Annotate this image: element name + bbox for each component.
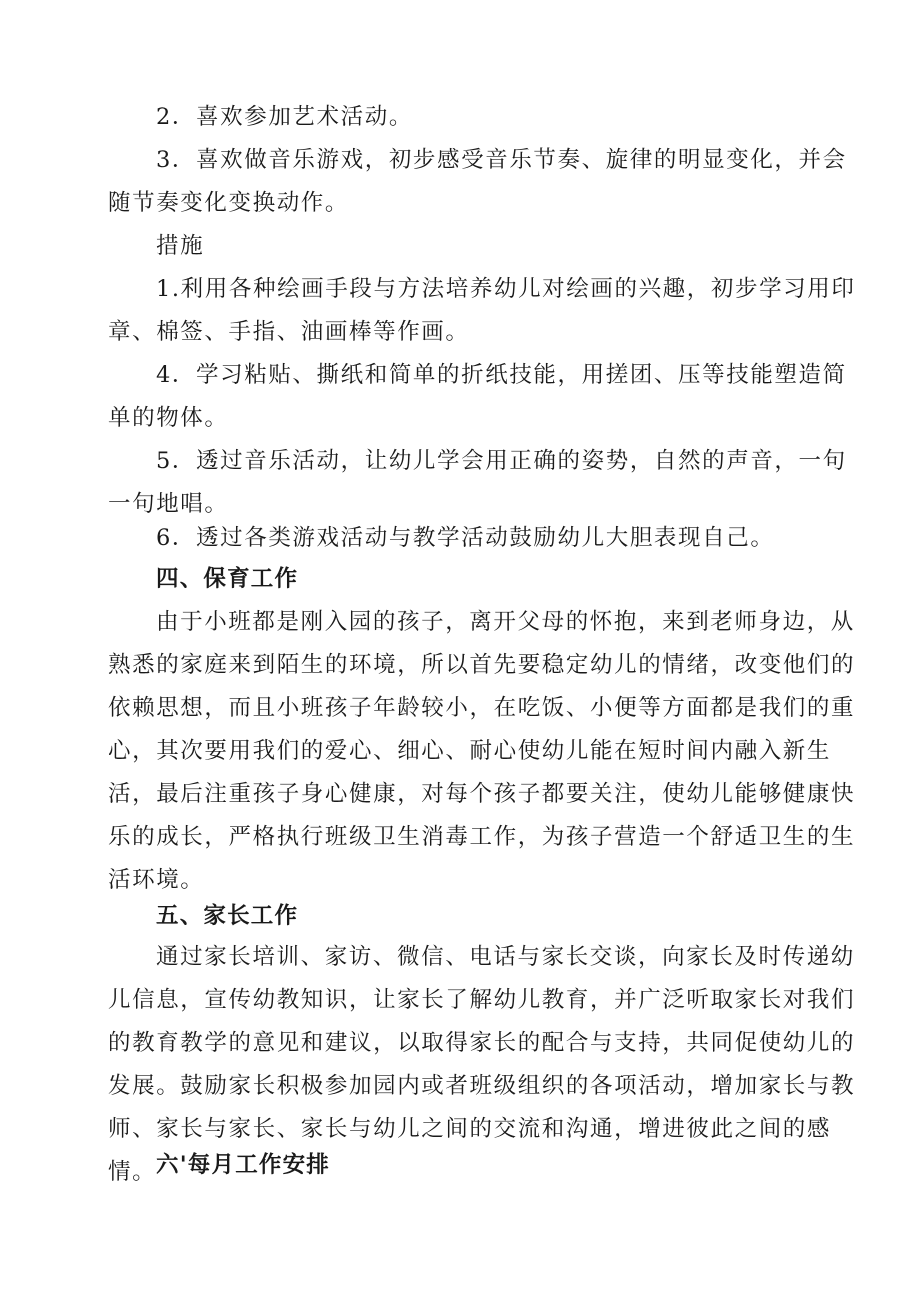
section-heading-care-work: 四、保育工作 [156, 566, 299, 592]
measures-label: 措施 [156, 233, 205, 259]
paragraph-parent-work: 通过家长培训、家访、微信、电话与家长交谈，向家长及时传递幼儿信息，宣传幼教知识，让家长了解幼儿教育，并广泛听取家长对我们的教育教学的意见和建议，以取得家长的配合与支持，共同促使幼儿的发展。鼓励家长积极参加园内或者班级组织的各项活动，增加家长与教师、家长与家长、家长与幼儿之间的交流和沟通，增进彼此之间的感情。 [108, 944, 856, 1185]
paragraph-games-teaching: 6．透过各类游戏活动与教学活动鼓励幼儿大胆表现自己。 [156, 525, 775, 551]
section-heading-parent-work: 五、家长工作 [156, 903, 299, 929]
paragraph-art-activities: 2．喜欢参加艺术活动。 [156, 104, 413, 130]
section-heading-monthly-plan: 六'每月工作安排 [156, 1152, 330, 1178]
paragraph-paper-craft: 4．学习粘贴、撕纸和简单的折纸技能，用搓团、压等技能塑造简单的物体。 [108, 362, 847, 431]
paragraph-singing: 5．透过音乐活动，让幼儿学会用正确的姿势，自然的声音，一句一句地唱。 [108, 448, 847, 517]
paragraph-care-work: 由于小班都是刚入园的孩子，离开父母的怀抱，来到老师身边，从熟悉的家庭来到陌生的环境，所以首先要稳定幼儿的情绪，改变他们的依赖思想，而且小班孩子年龄较小，在吃饭、小便等方面都是我们的重心，其次要用我们的爱心、细心、耐心使幼儿能在短时间内融入新生活，最后注重孩子身心健康，对每个孩子都要关注，使幼儿能够健康快乐的成长，严格执行班级卫生消毒工作，为孩子营造一个舒适卫生的生活环境。 [108, 609, 856, 893]
paragraph-music-games: 3．喜欢做音乐游戏，初步感受音乐节奏、旋律的明显变化，并会随节奏变化变换动作。 [108, 147, 847, 216]
paragraph-drawing-measures: 1.利用各种绘画手段与方法培养幼儿对绘画的兴趣，初步学习用印章、棉签、手指、油画棒等作画。 [108, 276, 856, 345]
